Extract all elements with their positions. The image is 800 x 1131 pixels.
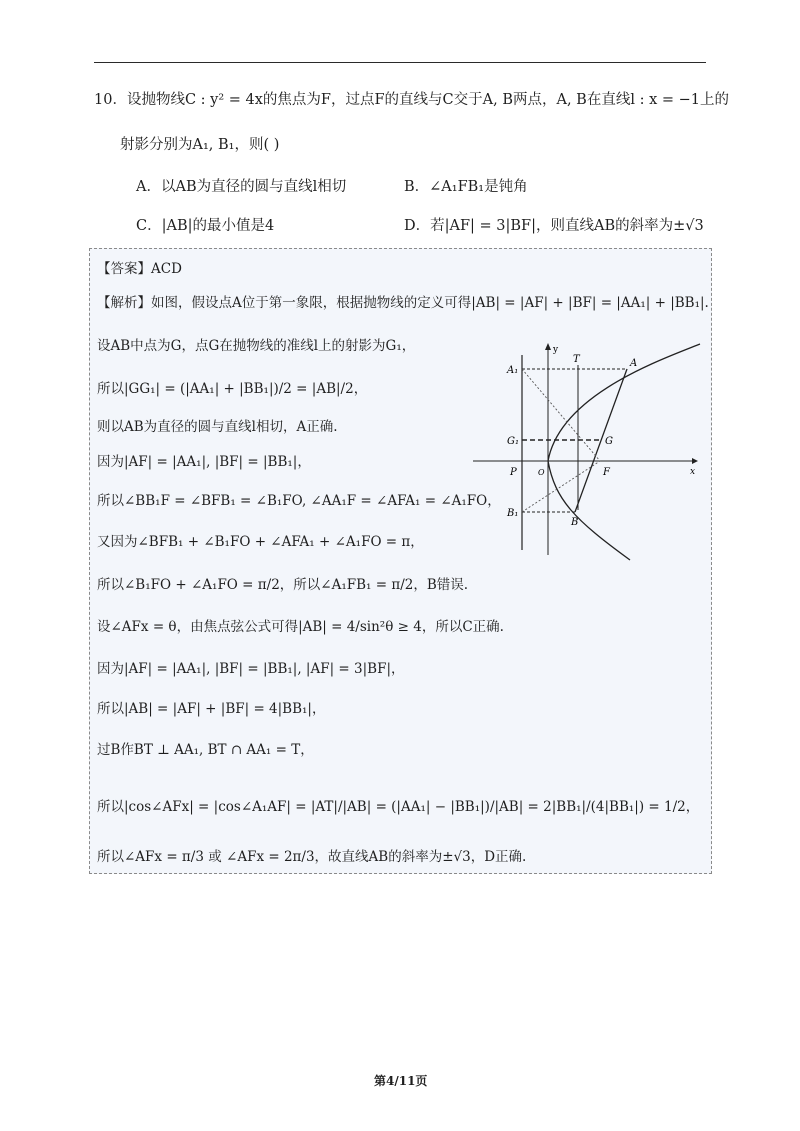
analysis-line-7: 又因为∠BFB₁ + ∠B₁FO + ∠AFA₁ + ∠A₁FO = π，	[97, 534, 424, 550]
label-G: G	[605, 436, 613, 447]
analysis-line-11: 所以|AB| = |AF| + |BF| = 4|BB₁|，	[97, 701, 326, 717]
analysis-line-13: 所以|cos∠AFx| = |cos∠A₁AF| = |AT|/|AB| = (|AA₁| − |BB₁|)/|AB| = 2|BB₁|/(4|BB₁|) = 1/2，	[97, 799, 700, 815]
label-P: P	[510, 467, 517, 478]
line-A1F	[522, 369, 600, 461]
analysis-line-5: 因为|AF| = |AA₁|, |BF| = |BB₁|，	[97, 454, 311, 470]
analysis-line-4: 则以AB为直径的圆与直线l相切，A正确.	[97, 419, 338, 435]
label-G1: G₁	[507, 436, 519, 447]
analysis-line-3: 所以|GG₁| = (|AA₁| + |BB₁|)/2 = |AB|/2，	[97, 381, 368, 397]
label-B1: B₁	[507, 508, 519, 519]
label-T: T	[573, 354, 580, 365]
question-line-2: 射影分别为A₁, B₁，则( )	[120, 137, 280, 153]
answer-line: 【答案】ACD	[97, 261, 182, 277]
label-x: x	[690, 467, 696, 477]
question-line-1: 10．设抛物线C : y² = 4x的焦点为F，过点F的直线与C交于A, B两点，A, B在直线l : x = −1上的	[94, 92, 729, 108]
label-F: F	[603, 467, 610, 478]
analysis-line-10: 因为|AF| = |AA₁|, |BF| = |BB₁|, |AF| = 3|BF|，	[97, 661, 405, 677]
label-B: B	[571, 517, 579, 528]
label-A1: A₁	[507, 365, 519, 376]
analysis-line-12: 过B作BT ⊥ AA₁, BT ∩ AA₁ = T，	[97, 742, 314, 758]
analysis-line-2: 设AB中点为G，点G在抛物线的准线l上的射影为G₁，	[97, 338, 416, 354]
analysis-line-6: 所以∠BB₁F = ∠BFB₁ = ∠B₁FO, ∠AA₁F = ∠AFA₁ = ∠A₁FO，	[97, 493, 501, 509]
analysis-line-8: 所以∠B₁FO + ∠A₁FO = π/2，所以∠A₁FB₁ = π/2，B错误.	[97, 577, 469, 593]
x-axis-arrow	[692, 458, 698, 464]
line-B1F	[522, 461, 600, 512]
label-O: O	[538, 468, 545, 477]
analysis-line-1: 【解析】如图，假设点A位于第一象限，根据抛物线的定义可得|AB| = |AF| + |BF| = |AA₁| + |BB₁|.	[97, 295, 709, 311]
page-number: 第4/11页	[374, 1074, 428, 1088]
label-y: y	[553, 345, 559, 355]
label-A: A	[630, 358, 638, 369]
analysis-line-9: 设∠AFx = θ，由焦点弦公式可得|AB| = 4/sin²θ ≥ 4，所以C正确.	[97, 619, 504, 635]
y-axis-arrow	[545, 343, 551, 350]
analysis-line-14: 所以∠AFx = π/3 或 ∠AFx = 2π/3，故直线AB的斜率为±√3，D正确.	[97, 849, 527, 865]
option-c: C．|AB|的最小值是4	[136, 218, 275, 234]
option-d: D．若|AF| = 3|BF|，则直线AB的斜率为±√3	[404, 218, 704, 234]
option-b: B．∠A₁FB₁是钝角	[404, 179, 528, 195]
option-a: A．以AB为直径的圆与直线l相切	[136, 179, 347, 195]
